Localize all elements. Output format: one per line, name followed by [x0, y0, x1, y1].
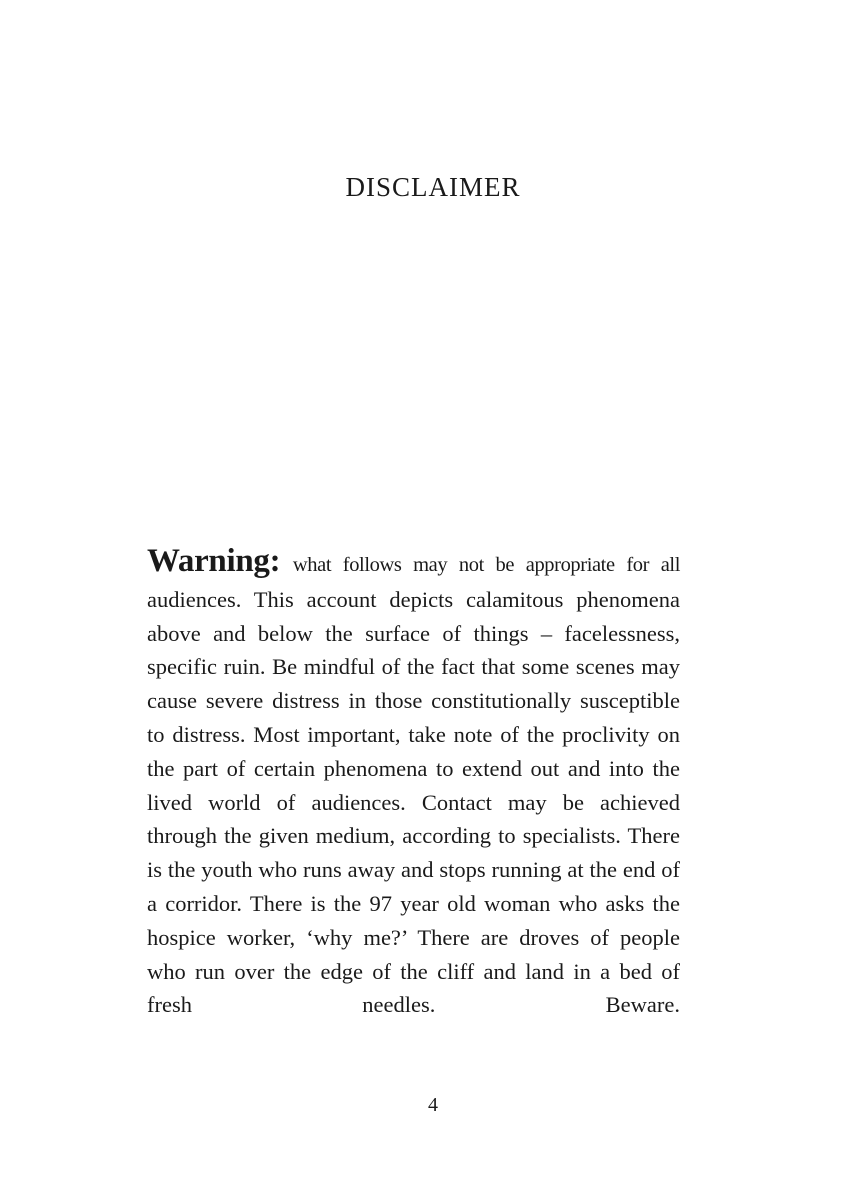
disclaimer-body-text: audiences. This account depicts calamitous phenomena above and below the surface of things – facelessness, specific ruin. Be mindful of the fact that some scenes may cause severe distress in those constitutionally susceptible to distress. Most important, take note of the proclivity on the part of certain phenomena to extend out and into the lived world of audiences. Contact may be achieved through the given medium, according to specialists. There is the youth who runs away and stops running at the end of a corridor. There is the 97 year old woman who asks the hospice worker, ‘why me?’ There are droves of people who run over the edge of the cliff and land in a bed of fresh needles. Beware.: [147, 586, 680, 1018]
disclaimer-paragraph: [147, 545, 680, 1022]
page-title: DISCLAIMER: [345, 172, 521, 202]
warning-lead-word: Warning:: [147, 543, 281, 579]
warning-lead-text: what follows may not be appropriate for all: [292, 554, 680, 576]
page-number: 4: [428, 1094, 438, 1116]
